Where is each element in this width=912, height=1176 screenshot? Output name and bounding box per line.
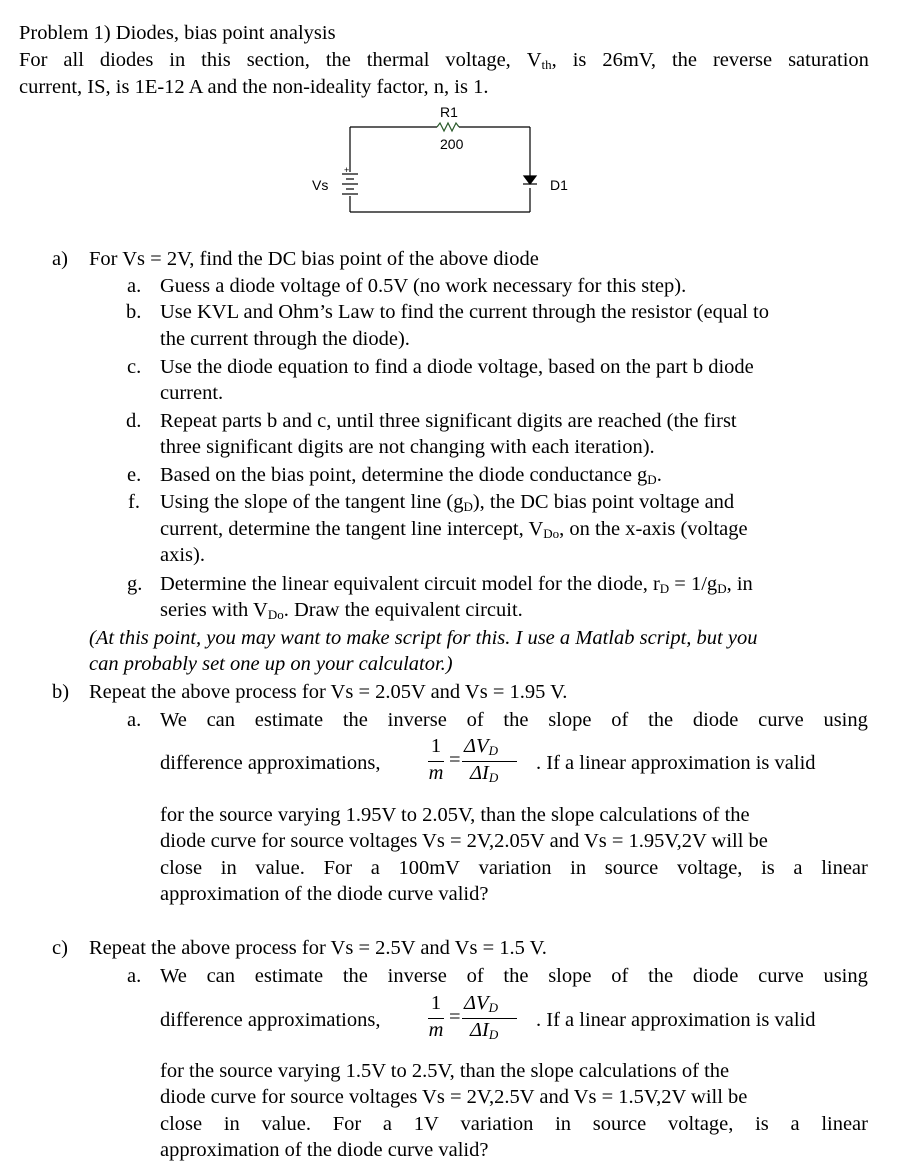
difference-fraction: 1 m = $\Delta V_D$ $\Delta I_D$ xyxy=(424,992,524,1048)
note-line1: (At this point, you may want to make script for this. I use a Matlab script, but you xyxy=(89,627,758,649)
svg-text:+: + xyxy=(344,165,350,175)
part-c-line2: difference approximations, xyxy=(160,1009,381,1031)
part-b-label: b) xyxy=(52,681,70,703)
part-b-line2: difference approximations, xyxy=(160,752,381,774)
intro-line-2: current, IS, is 1E-12 A and the non-ideality factor, n, is 1. xyxy=(19,76,489,98)
part-c-line5: close in value. For a 1V variation in source voltage, is a linear xyxy=(160,1113,868,1135)
item-label: f. xyxy=(128,491,140,513)
part-c-line4: diode curve for source voltages Vs = 2V,2.5V and Vs = 1.5V,2V will be xyxy=(160,1086,748,1108)
part-a-item-g-line1: Determine the linear equivalent circuit model for the diode, $r_D = 1/g_D$, in xyxy=(160,573,753,596)
part-b-title: Repeat the above process for Vs = 2.05V and Vs = 1.95 V. xyxy=(89,681,568,703)
part-a-item-f-line3: axis). xyxy=(160,544,205,566)
part-b-line2-end: . If a linear approximation is valid xyxy=(536,752,816,774)
item-label: a. xyxy=(127,275,142,297)
vth-subscript: th xyxy=(541,57,552,72)
part-c-line2-end: . If a linear approximation is valid xyxy=(536,1009,816,1031)
diode-symbol xyxy=(524,176,536,184)
part-b-line3: for the source varying 1.95V to 2.05V, than the slope calculations of the xyxy=(160,804,750,826)
source-label: Vs xyxy=(312,177,329,193)
part-a-item-c-line2: current. xyxy=(160,382,224,404)
part-c-label: c) xyxy=(52,937,68,959)
item-label: a. xyxy=(127,965,142,987)
item-label: c. xyxy=(127,356,142,378)
part-a-item-a: Guess a diode voltage of 0.5V (no work necessary for this step). xyxy=(160,275,687,297)
problem-title: Problem 1) Diodes, bias point analysis xyxy=(19,22,336,44)
part-a-item-c-line1: Use the diode equation to find a diode voltage, based on the part b diode xyxy=(160,356,754,378)
part-a-item-d-line1: Repeat parts b and c, until three significant digits are reached (the first xyxy=(160,410,737,432)
item-label: a. xyxy=(127,709,142,731)
item-label: b. xyxy=(126,301,142,323)
part-c-line1: We can estimate the inverse of the slope of the diode curve using xyxy=(160,965,868,987)
part-a-item-d-line2: three significant digits are not changing with each iteration). xyxy=(160,436,655,458)
diode-label: D1 xyxy=(550,177,568,193)
item-label: e. xyxy=(127,464,142,486)
part-a-item-e: Based on the bias point, determine the diode conductance $g_D$. xyxy=(160,464,662,487)
resistor-symbol xyxy=(437,123,459,131)
intro-line-1: For all diodes in this section, the thermal voltage, $V_{th}$, is 26mV, the reverse saturation xyxy=(19,49,869,72)
part-c-title: Repeat the above process for Vs = 2.5V and Vs = 1.5 V. xyxy=(89,937,547,959)
part-a-item-b-line2: the current through the diode). xyxy=(160,328,410,350)
part-b-line6: approximation of the diode curve valid? xyxy=(160,883,489,905)
item-label: d. xyxy=(126,410,142,432)
part-a-title: For Vs = 2V, find the DC bias point of the above diode xyxy=(89,248,539,270)
part-a-label: a) xyxy=(52,248,68,270)
resistor-value-label: 200 xyxy=(440,136,464,152)
item-label: g. xyxy=(127,573,143,595)
part-a-item-f-line1: Using the slope of the tangent line $(g_D)$, the DC bias point voltage and xyxy=(160,491,735,514)
part-c-line3: for the source varying 1.5V to 2.5V, than the slope calculations of the xyxy=(160,1060,730,1082)
part-a-item-b-line1: Use KVL and Ohm’s Law to find the current through the resistor (equal to xyxy=(160,301,769,323)
note-line2: can probably set one up on your calculator.) xyxy=(89,653,453,675)
part-b-line1: We can estimate the inverse of the slope of the diode curve using xyxy=(160,709,868,731)
part-b-line5: close in value. For a 100mV variation in source voltage, is a linear xyxy=(160,857,868,879)
resistor-name-label: R1 xyxy=(440,104,458,120)
circuit-schematic xyxy=(300,100,600,225)
part-c-line6: approximation of the diode curve valid? xyxy=(160,1139,489,1161)
part-b-line4: diode curve for source voltages Vs = 2V,2.05V and Vs = 1.95V,2V will be xyxy=(160,830,768,852)
difference-fraction: 1 m = $\Delta V_D$ $\Delta I_D$ xyxy=(424,735,524,791)
part-a-item-g-line2: series with $V_{Do}$. Draw the equivalent circuit. xyxy=(160,599,523,622)
part-a-item-f-line2: current, determine the tangent line intercept, $V_{Do}$, on the x-axis (voltage xyxy=(160,518,748,541)
